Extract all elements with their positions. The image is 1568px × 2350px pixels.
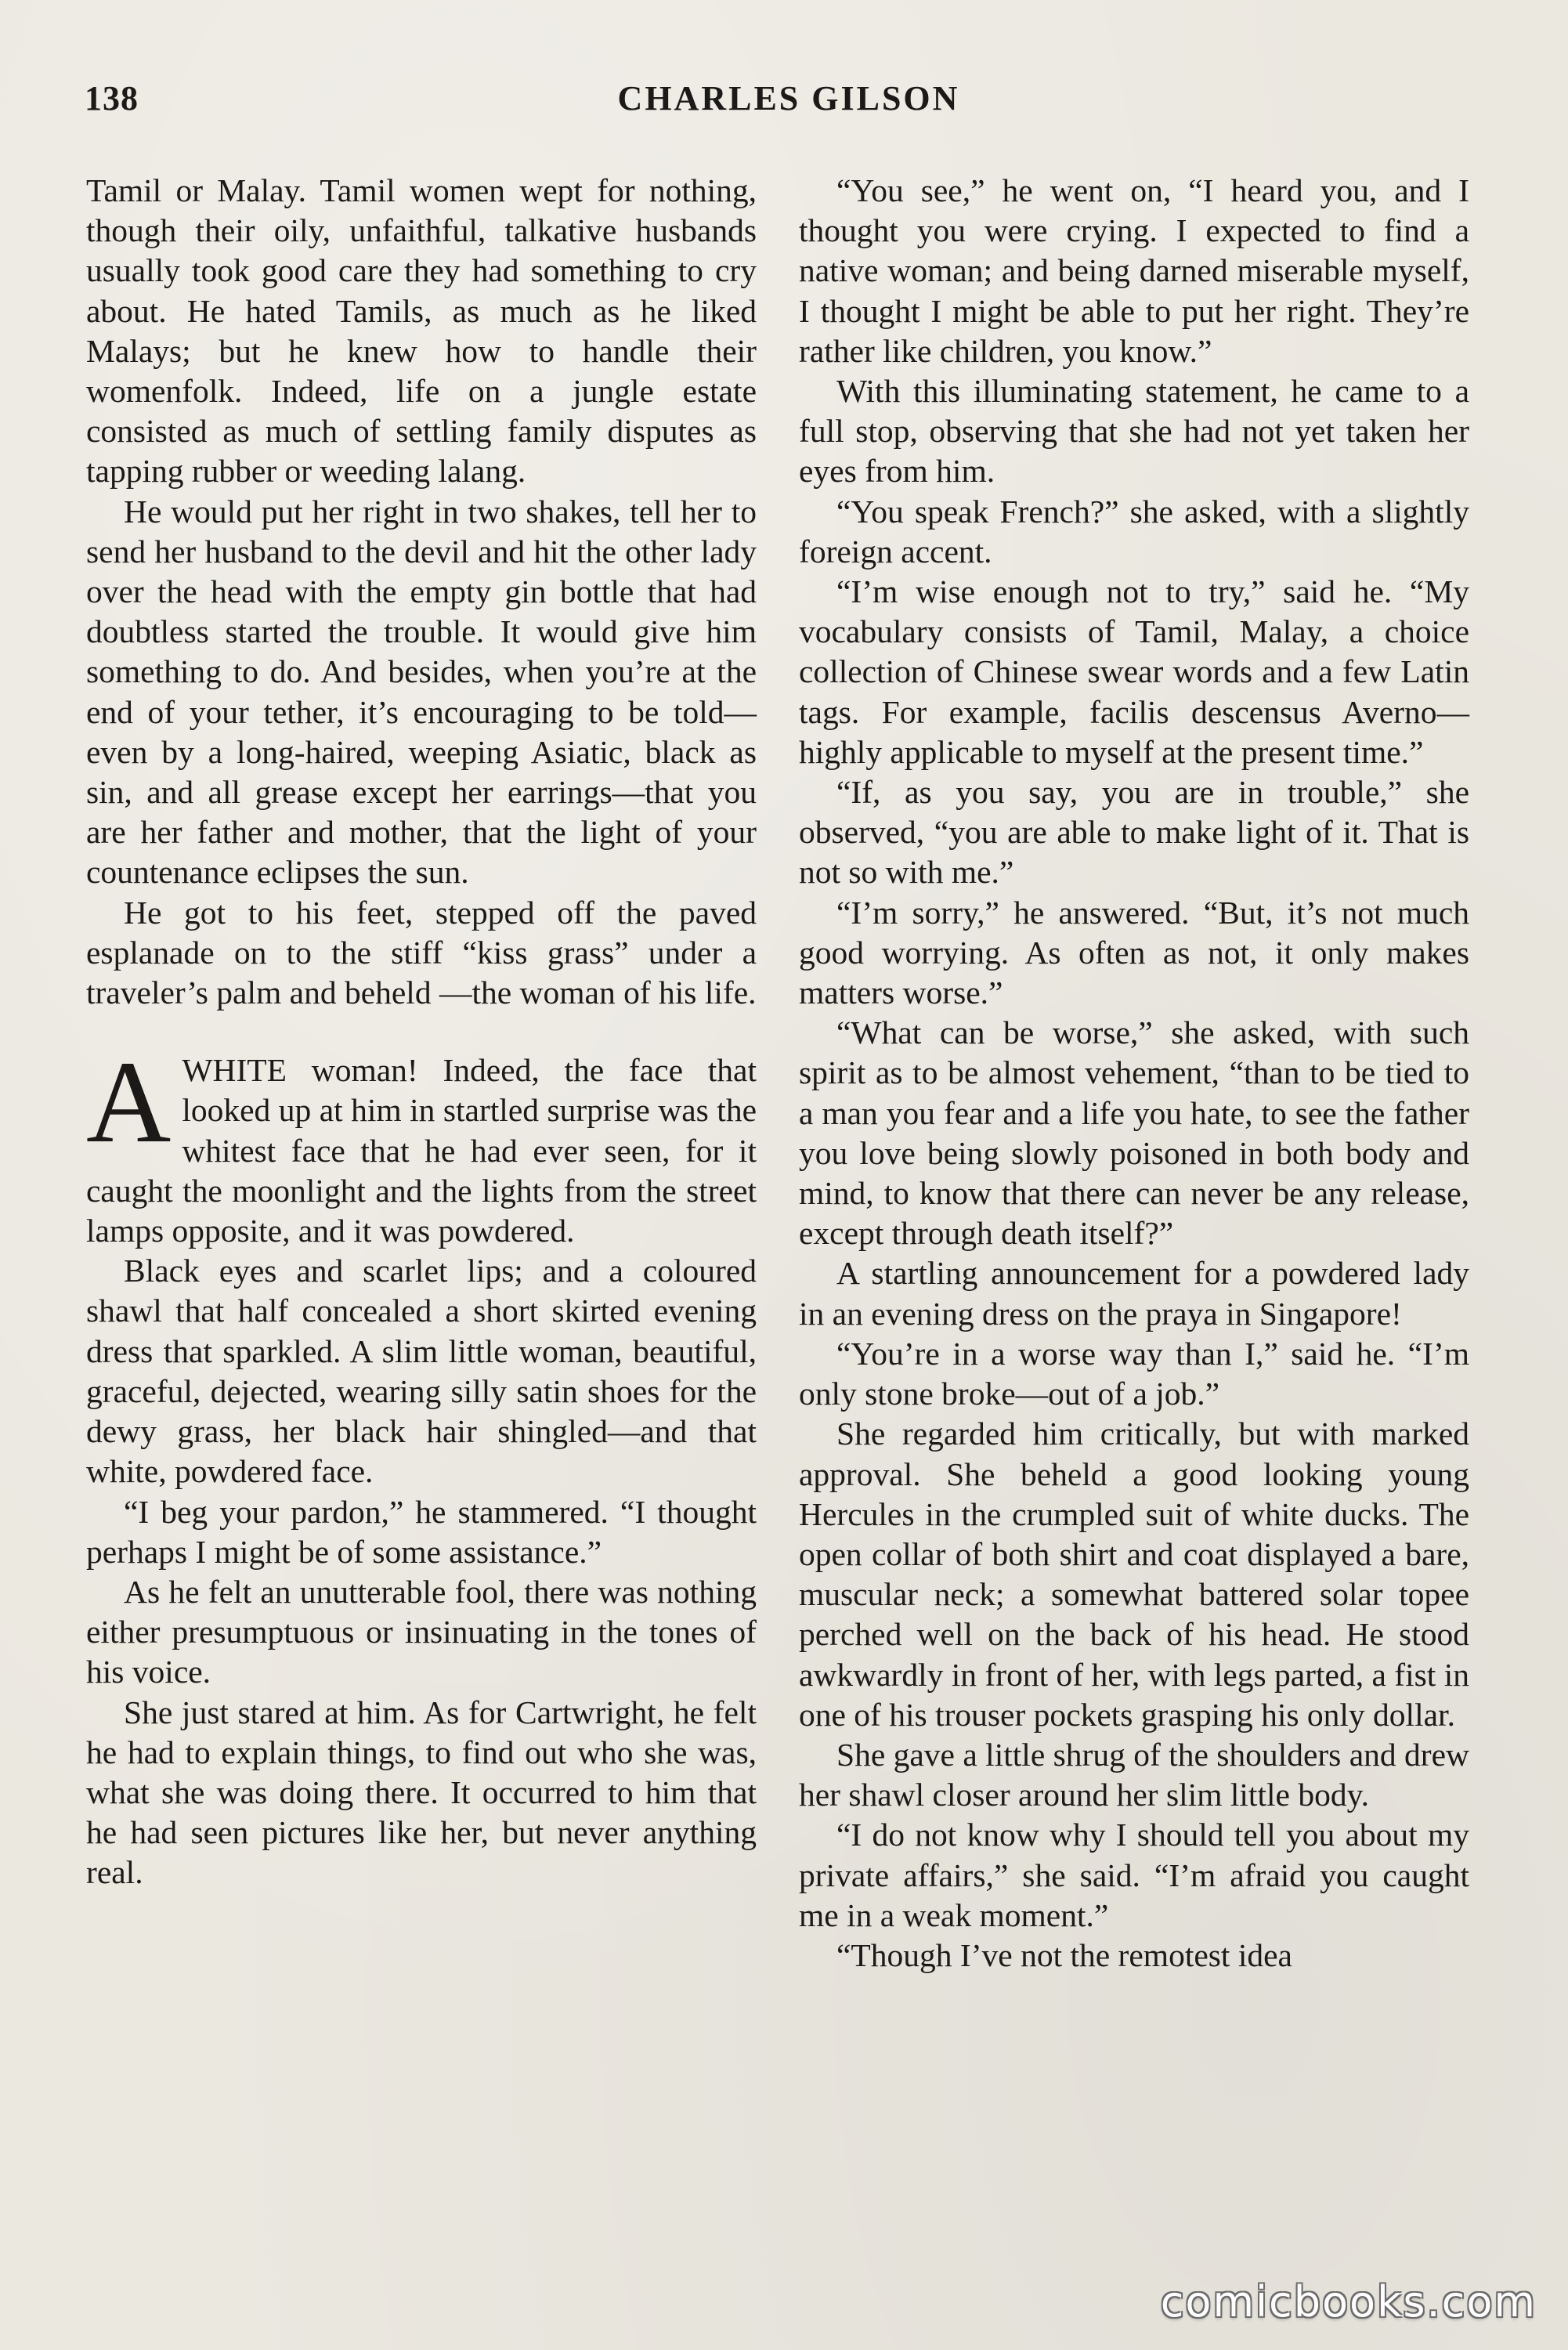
- paragraph: He got to his feet, stepped off the paved esplanade on to the stiff “kiss grass” under a traveler’s palm and beheld —the woman of his life.: [86, 894, 757, 1011]
- paragraph: “You’re in a worse way than I,” said he. “I’m only stone broke—out of a job.”: [799, 1335, 1469, 1412]
- paragraph: Tamil or Malay. Tamil women wept for nothing, though their oily, unfaithful, talkative husbands usually took good care they had something to cry about. He hated Tamils, as much as he liked Malays; but he knew how to handle their womenfolk. Indeed, life on a jungle estate consisted as much of settling family disputes as tapping rubber or weeding lalang.: [86, 172, 757, 490]
- right-column: [799, 171, 1469, 1976]
- paragraph: “What can be worse,” she asked, with such spirit as to be almost vehement, “than to be tied to a man you fear and a life you hate, to see the father you love being slowly poisoned in both body and mind, to know that there can never be any release, except through death itself?”: [799, 1014, 1469, 1252]
- paragraph: She just stared at him. As for Cartwright, he felt he had to explain things, to find out who she was, what she was doing there. It occurred to him that he had seen pictures like her, but never anything real.: [86, 1694, 757, 1891]
- left-column: [86, 171, 757, 1893]
- section-opening-paragraph: [86, 1037, 757, 1251]
- paragraph: “If, as you say, you are in trouble,” she observed, “you are able to make light of it. That is not so with me.”: [799, 774, 1469, 891]
- paragraph: “You speak French?” she asked, with a slightly foreign accent.: [799, 493, 1469, 569]
- paragraph: “Though I’ve not the remotest idea: [836, 1936, 1292, 1973]
- paragraph: With this illuminating statement, he came to a full stop, observing that she had not yet taken her eyes from him.: [799, 373, 1469, 490]
- paragraph: She gave a little shrug of the shoulders and drew her shawl closer around her slim little body.: [799, 1736, 1469, 1813]
- paragraph: He would put her right in two shakes, tell her to send her husband to the devil and hit the other lady over the head with the empty gin bottle that had doubtless started the trouble. It would give him something to do. And besides, when you’re at the end of your tether, it’s encouraging to be told—even by a long-haired, weeping Asiatic, black as sin, and all grease except her earrings—that you are her father and mother, that the light of your countenance eclipses the sun.: [86, 493, 757, 891]
- paragraph: As he felt an unutterable fool, there was nothing either presumptuous or insinuating in the tones of his voice.: [86, 1573, 757, 1690]
- paragraph: A startling announcement for a powdered lady in an evening dress on the praya in Singapore!: [799, 1255, 1469, 1332]
- paragraph: “I do not know why I should tell you about my private affairs,” she said. “I’m afraid you caught me in a weak moment.”: [799, 1817, 1469, 1933]
- running-head: CHARLES GILSON: [617, 79, 960, 118]
- page-header: [85, 78, 1493, 125]
- paragraph: “I’m sorry,” he answered. “But, it’s not much good worrying. As often as not, it only makes matters worse.”: [799, 894, 1469, 1011]
- paragraph: She regarded him critically, but with marked approval. She beheld a good looking young Hercules in the crumpled suit of white ducks. The open collar of both shirt and coat displayed a bare, muscular neck; a somewhat battered solar topee perched well on the back of his head. He stood awkwardly in front of her, with legs parted, a fist in one of his trouser pockets grasping his only dollar.: [799, 1415, 1469, 1733]
- drop-cap: A: [86, 1037, 172, 1168]
- paragraph-text: WHITE woman! Indeed, the face that looked up at him in startled surprise was the whitest face that he had ever seen, for it caught the moonlight and the lights from the street lamps opposite, and it was powdered.: [86, 1052, 757, 1249]
- paragraph: “I beg your pardon,” he stammered. “I thought perhaps I might be of some assistance.”: [86, 1493, 757, 1570]
- watermark: comicbooks.com: [1160, 2277, 1537, 2326]
- page-number: 138: [85, 79, 139, 118]
- paragraph: “You see,” he went on, “I heard you, and I thought you were crying. I expected to find a native woman; and being darned miserable myself, I thought I might be able to put her right. They’re rather like children, you know.”: [799, 172, 1469, 369]
- paragraph: “I’m wise enough not to try,” said he. “My vocabulary consists of Tamil, Malay, a choice collection of Chinese swear words and a few Latin tags. For example, facilis descensus Averno—highly applicable to myself at the present time.”: [799, 573, 1469, 770]
- paragraph: Black eyes and scarlet lips; and a coloured shawl that half concealed a short skirted evening dress that sparkled. A slim little woman, beautiful, graceful, dejected, wearing silly satin shoes for the dewy grass, her black hair shingled—and that white, powdered face.: [86, 1253, 757, 1490]
